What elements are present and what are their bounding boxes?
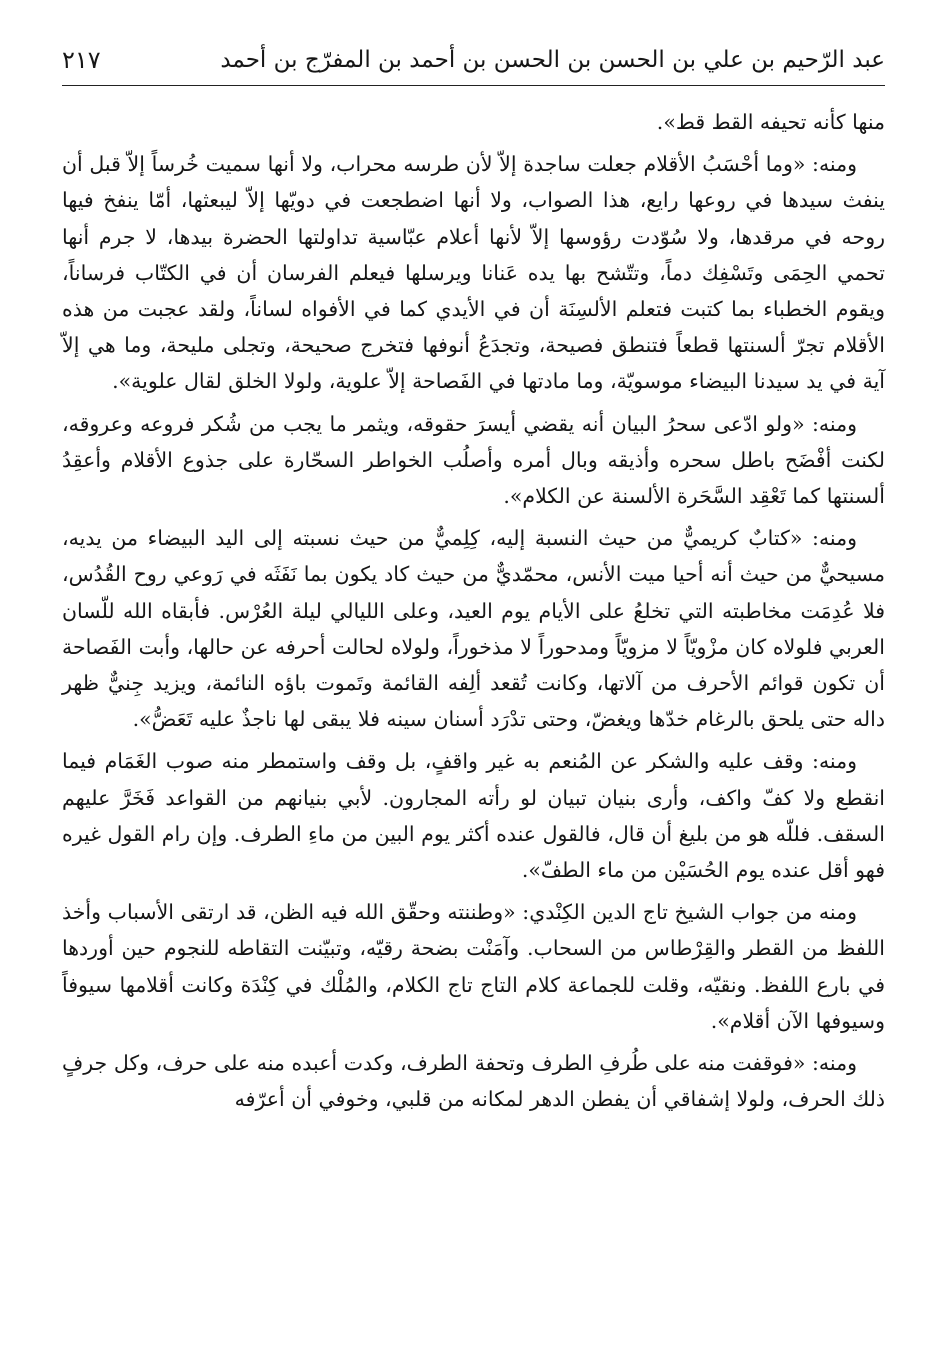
paragraph: ومنه من جواب الشيخ تاج الدين الكِنْدي: «وطننته وحقّق الله فيه الظن، قد ارتقى الأسباب وأخذ اللفظ من القطر والقِرْطاس من السحاب. وآمَنْت بضحة رقيّه، وتبيّنت التقاطه للنجوم حين أوردها في بارع اللفظ. ونقيّه، وقلت للجماعة كلام التاج تاج الكلام، والمُلْك في كِنْدَة وكانت أقلامها سيوفاً وسيوفها الآن أقلام». <box>62 900 885 1033</box>
paragraph: ومنه: «وما أحْسَبُ الأقلام جعلت ساجدة إلاّ لأن طرسه محراب، ولا أنها سميت خُرساً إلاّ قبل أن ينفث سيدها في روعها رايع، هذا الصواب، ولا أنها اضطجعت في دويّها إلاّ ليبعثها، أمّا ينفخ فيها روحه في مرقدها، ولا سُوّدت رؤوسها إلاّ لأنها أعلام عبّاسية تداولتها الحضرة بيدها، لا جرم أنها تحمي الحِمَى وتَسْفِك دماً، وتتّشح بها يده عَنانا ويرسلها فيعلم الفرسان أن في الكتّاب فرساناً، ويقوم الخطباء بما كتبت فتعلم الألسِنَة أن في الأيدي كما في الأفواه لساناً، ولقد عجبت من هذه الأقلام تجرّ ألسنتها قطعاً فتنطق فصيحة، وتجدَعُ أنوفها فتخرج صحيحة، وتجلى مليحة، وما هي إلاّ آية في يد سيدنا البيضاء موسويّة، وما مادتها في الفَصاحة إلاّ علوية، ولولا الخلق لقال علوية». <box>62 152 885 394</box>
paragraph: منها كأنه تحيفه القط قط». <box>656 110 885 134</box>
header-rule <box>62 85 885 86</box>
paragraph: ومنه: «ولو ادّعى سحرُ البيان أنه يقضي أيسرَ حقوقه، ويثمر ما يجب من شُكر فروعه وعروقه، لكنت أفْضَح باطل سحره وأذيقه وبال أمره وأصلُب الخواطر السحّارة على جذوع الأقلام وأعقِدُ ألسنتها كما تَعْقِد السَّحَرة الألسنة عن الكلام». <box>62 411 885 509</box>
body-text <box>62 104 885 1123</box>
paragraph: ومنه: «كتابٌ كريميٌّ من حيث النسبة إليه، كِلِميٌّ من حيث نسبته إلى اليد البيضاء من يديه، مسيحيٌّ من حيث أنه أحيا ميت الأنس، محمّديٌّ من حيث كاد يكون بما نَفَثَه في رَوعي روح القُدُس، فلا عُدِمَت مخاطبته التي تخلعُ على الأيام يوم العيد، وعلى الليالي ليلة العُرْس. فأبقاه الله للّسان العربي فلولاه كان مزْويّاً لا مزويّاً ومدحوراً لا مذخوراً، ولولاه لحالت أحرفه عن حالها، وأبت الفَصاحة أن تكون قوائم الأحرف من آلاتها، وكانت تُقعد ألِفه القائمة وتَموت باؤه النائمة، ويزيد جِنيٌّ ظهر داله حتى يلحق بالرغام خدّها ويغضّ، وحتى تدْرَد أسنان سينه فلا يبقى لها ناجذٌ عليه تَعَضُّ». <box>62 526 885 732</box>
page-header <box>62 40 885 84</box>
paragraph: ومنه: «فوقفت منه على طُرفِ الطرف وتحفة الطرف، وكدت أعبده منه على حرف، وكل جرفٍ ذلك الحرف، ولولا إشفاقي أن يفطن الدهر لمكانه من قلبي، وخوفي أن أعرّفه <box>62 1051 885 1112</box>
running-title: عبد الرّحيم بن علي بن الحسن بن الحسن بن أحمد بن المفرّج بن أحمد <box>220 47 885 73</box>
paragraph: ومنه: وقف عليه والشكر عن المُنعم به غير واقفٍ، بل وقف واستمطر منه صوب الغَمَام فيما انقطع ولا كفّ واكف، وأرى بنيان تبيان لو رأته المجارون. لأبي بنيانهم من القواعد فَخَرَّ عليهم السقف. فللّه هو من بليغ أن قال، فالقول عنده أكثر يوم البين من ماءِ الطرف. وإن رام القول غيره فهو أقل عنده يوم الحُسَيْن من ماء الطفّ». <box>62 749 885 883</box>
page-number: ٢١٧ <box>62 46 101 74</box>
